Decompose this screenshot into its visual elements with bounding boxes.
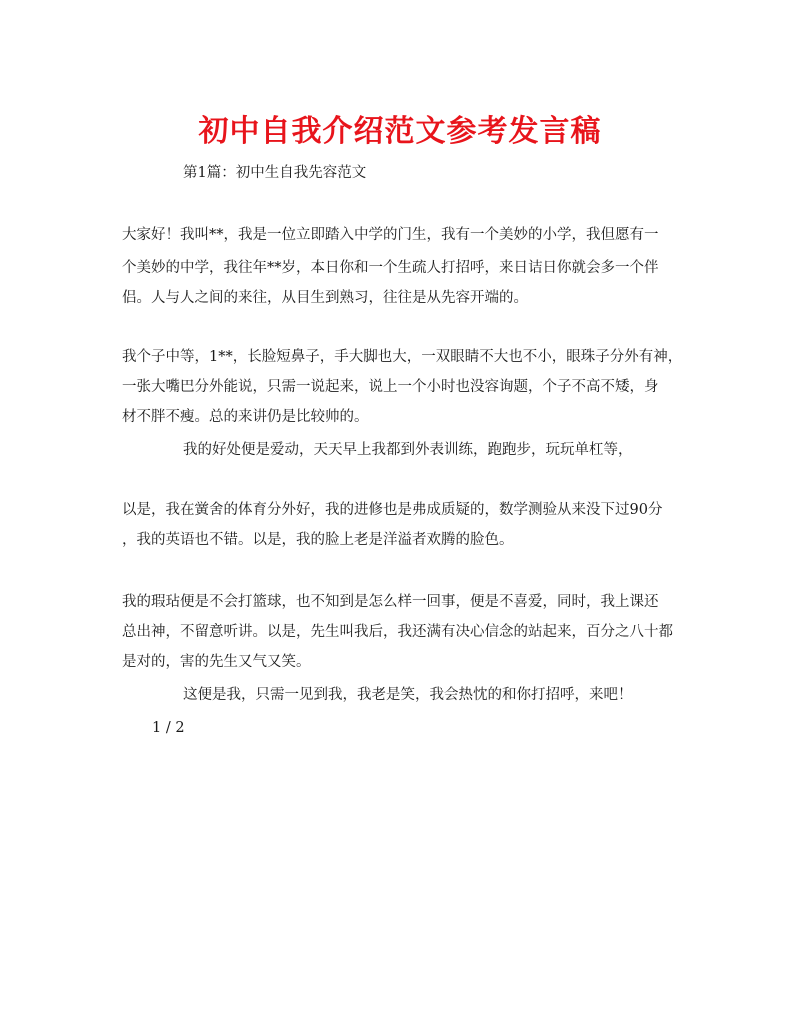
subtitle: 第1篇：初中生自我先容范文 xyxy=(183,165,367,181)
paragraph-line: 个美妙的中学，我往年**岁，本日你和一个生疏人打招呼，来日诘日你就会多一个伴 xyxy=(122,260,659,276)
paragraph-line: 我个子中等，1**，长脸短鼻子，手大脚也大，一双眼睛不大也不小，眼珠子分外有神， xyxy=(122,349,683,365)
paragraph-line: 是对的，害的先生又气又笑。 xyxy=(122,654,311,670)
paragraph-line: 一张大嘴巴分外能说，只需一说起来，说上一个小时也没容询题，个子不高不矮，身 xyxy=(122,379,659,395)
paragraph-line: 我的好处便是爱动，天天早上我都到外表训练，跑跑步，玩玩单杠等， xyxy=(183,442,633,458)
page-number: 1 / 2 xyxy=(152,720,185,736)
paragraph-line: 侣。人与人之间的来往，从目生到熟习，往往是从先容开端的。 xyxy=(122,290,528,306)
paragraph-line: 以是，我在黉舍的体育分外好，我的进修也是弗成质疑的，数学测验从来没下过90分 xyxy=(122,502,663,518)
paragraph-line: 总出神，不留意听讲。以是，先生叫我后，我还满有决心信念的站起来，百分之八十都 xyxy=(122,624,673,640)
paragraph-line: 材不胖不瘦。总的来讲仍是比较帅的。 xyxy=(122,409,369,425)
page-title: 初中自我介绍范文参考发言稿 xyxy=(198,114,602,149)
paragraph-line: 大家好！我叫**，我是一位立即踏入中学的门生，我有一个美妙的小学，我但愿有一 xyxy=(122,227,659,243)
paragraph-line: ，我的英语也不错。以是，我的脸上老是洋溢者欢腾的脸色。 xyxy=(122,532,514,548)
paragraph-line: 我的瑕玷便是不会打篮球，也不知到是怎么样一回事，便是不喜爱，同时，我上课还 xyxy=(122,594,659,610)
paragraph-line: 这便是我，只需一见到我，我老是笑，我会热忱的和你打招呼，来吧！ xyxy=(183,687,633,703)
